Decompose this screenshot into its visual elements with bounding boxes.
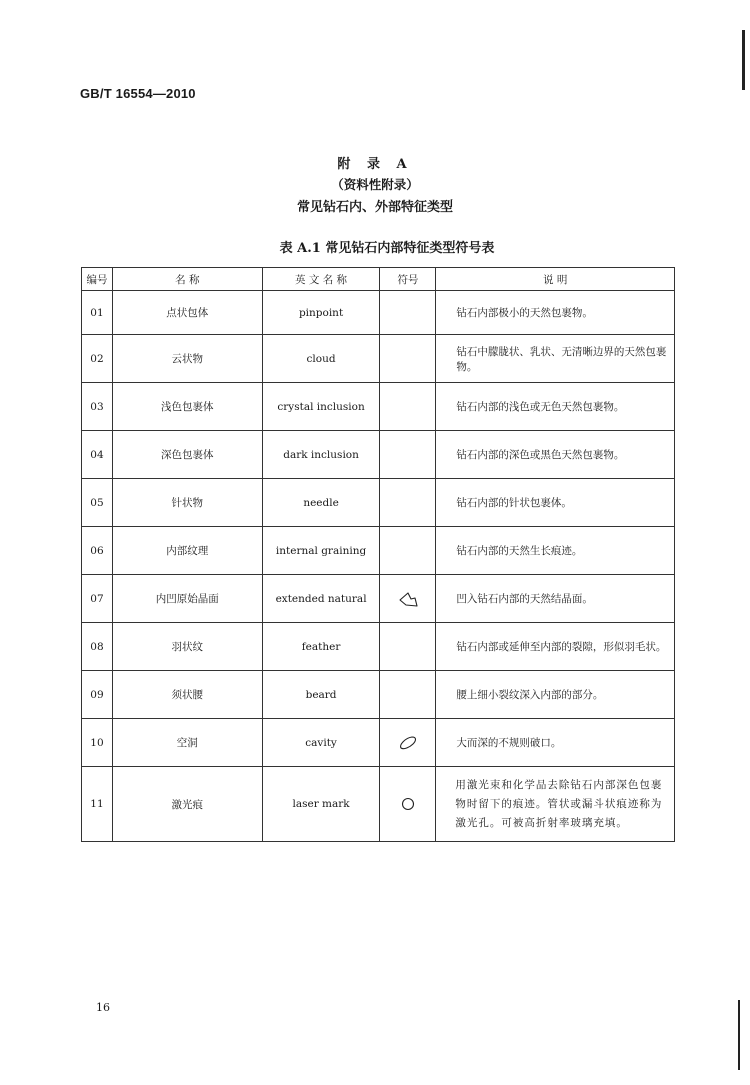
header-description: 说 明 xyxy=(436,268,675,291)
row-english: laser mark xyxy=(262,767,380,842)
annex-title: 常见钻石内、外部特征类型 xyxy=(296,200,453,215)
row-name: 点状包体 xyxy=(112,291,262,335)
table-row xyxy=(82,671,675,719)
row-num: 02 xyxy=(82,335,113,383)
row-english: dark inclusion xyxy=(262,431,380,479)
row-english: needle xyxy=(262,479,380,527)
row-name: 内凹原始晶面 xyxy=(112,575,262,623)
header-name: 名 称 xyxy=(112,268,262,291)
row-name: 云状物 xyxy=(112,335,262,383)
extended-natural-symbol-icon xyxy=(397,590,419,608)
row-description: 钻石内部极小的天然包裹物。 xyxy=(436,291,675,335)
table-header-row xyxy=(82,268,675,291)
row-description: 钻石中朦胧状、乳状、无清晰边界的天然包裹物。 xyxy=(436,335,675,383)
row-symbol xyxy=(380,719,436,767)
row-symbol xyxy=(380,335,436,383)
row-num: 11 xyxy=(82,767,113,842)
row-symbol xyxy=(380,431,436,479)
row-english: feather xyxy=(262,623,380,671)
row-symbol xyxy=(380,623,436,671)
row-name: 空洞 xyxy=(112,719,262,767)
row-description: 腰上细小裂纹深入内部的部分。 xyxy=(436,671,675,719)
annex-note: （资料性附录） xyxy=(331,177,419,192)
row-num: 07 xyxy=(82,575,113,623)
header-english: 英 文 名 称 xyxy=(262,268,380,291)
circle-symbol-icon xyxy=(400,796,416,812)
standard-code: GB/T 16554—2010 xyxy=(80,86,196,101)
row-name: 激光痕 xyxy=(112,767,262,842)
table-row xyxy=(82,383,675,431)
row-num: 10 xyxy=(82,719,113,767)
row-english: pinpoint xyxy=(262,291,380,335)
scan-edge-mark xyxy=(742,30,745,90)
row-name: 内部纹理 xyxy=(112,527,262,575)
header-symbol: 符号 xyxy=(380,268,436,291)
row-description: 钻石内部的针状包裹体。 xyxy=(436,479,675,527)
row-name: 须状腰 xyxy=(112,671,262,719)
row-description: 大而深的不规则破口。 xyxy=(436,719,675,767)
row-description: 用激光束和化学品去除钻石内部深色包裹物时留下的痕迹。管状或漏斗状痕迹称为激光孔。可被高折射率玻璃充填。 xyxy=(436,767,675,842)
row-symbol xyxy=(380,671,436,719)
row-name: 针状物 xyxy=(112,479,262,527)
row-description: 钻石内部的浅色或无色天然包裹物。 xyxy=(436,383,675,431)
row-symbol xyxy=(380,479,436,527)
row-num: 04 xyxy=(82,431,113,479)
table-row xyxy=(82,767,675,842)
table-row xyxy=(82,623,675,671)
row-description: 钻石内部的天然生长痕迹。 xyxy=(436,527,675,575)
row-symbol xyxy=(380,383,436,431)
row-symbol xyxy=(380,291,436,335)
row-symbol xyxy=(380,527,436,575)
annex-label: 附 录 A xyxy=(337,157,413,172)
table-caption: 表 A.1 常见钻石内部特征类型符号表 xyxy=(279,241,495,256)
table-row xyxy=(82,431,675,479)
row-num: 09 xyxy=(82,671,113,719)
row-num: 03 xyxy=(82,383,113,431)
row-num: 08 xyxy=(82,623,113,671)
table-row xyxy=(82,335,675,383)
row-name: 深色包裹体 xyxy=(112,431,262,479)
table-row xyxy=(82,575,675,623)
cavity-symbol-icon xyxy=(397,735,419,751)
row-num: 05 xyxy=(82,479,113,527)
row-symbol xyxy=(380,575,436,623)
header-num: 编号 xyxy=(82,268,113,291)
row-num: 06 xyxy=(82,527,113,575)
row-english: extended natural xyxy=(262,575,380,623)
row-english: beard xyxy=(262,671,380,719)
table-row xyxy=(82,527,675,575)
row-symbol xyxy=(380,767,436,842)
scan-edge-mark xyxy=(738,1000,740,1070)
row-description: 钻石内部或延伸至内部的裂隙，形似羽毛状。 xyxy=(436,623,675,671)
inclusion-table xyxy=(81,267,675,842)
table-row xyxy=(82,719,675,767)
row-description: 钻石内部的深色或黑色天然包裹物。 xyxy=(436,431,675,479)
row-num: 01 xyxy=(82,291,113,335)
row-english: internal graining xyxy=(262,527,380,575)
table-row xyxy=(82,479,675,527)
row-description: 凹入钻石内部的天然结晶面。 xyxy=(436,575,675,623)
table-row xyxy=(82,291,675,335)
page-number: 16 xyxy=(96,1001,110,1014)
row-english: cavity xyxy=(262,719,380,767)
row-name: 浅色包裹体 xyxy=(112,383,262,431)
row-english: crystal inclusion xyxy=(262,383,380,431)
row-english: cloud xyxy=(262,335,380,383)
row-name: 羽状纹 xyxy=(112,623,262,671)
